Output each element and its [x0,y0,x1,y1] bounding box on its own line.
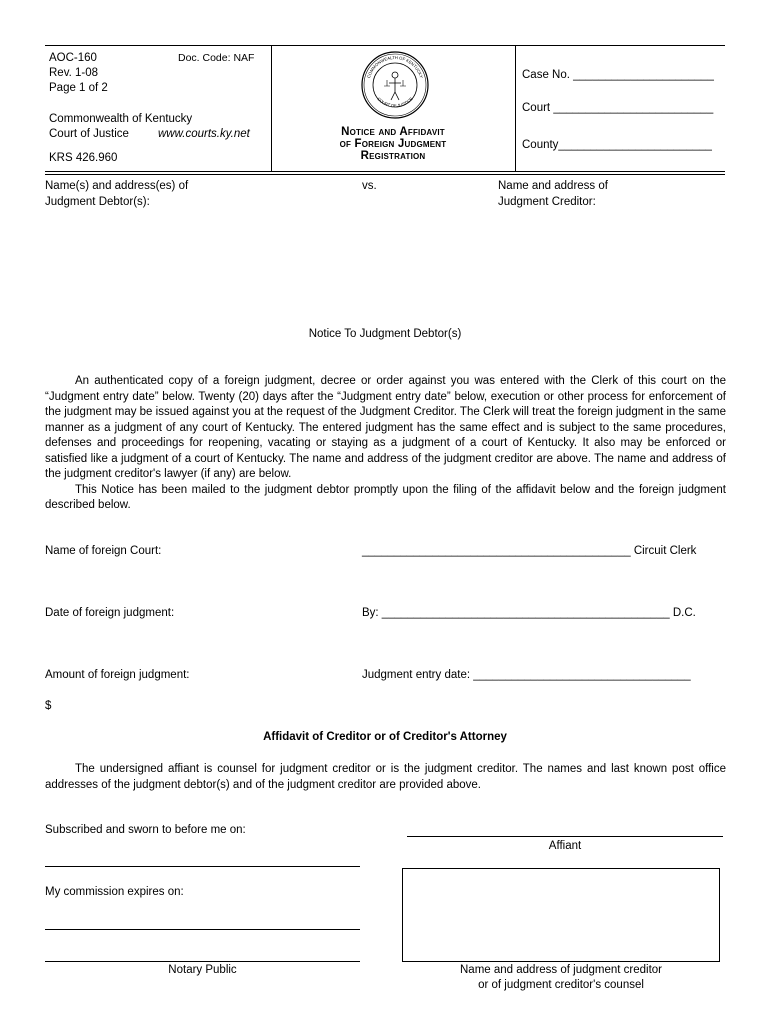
affiant-signature-line[interactable] [407,836,723,837]
judgment-entry-date-field[interactable]: Judgment entry date: __________________________________ [362,669,691,681]
notary-public-label: Notary Public [168,964,237,976]
svg-text:COURT OF JUSTICE [376,96,414,108]
address-box-caption-line-2: or of judgment creditor's counsel [478,979,644,991]
foreign-judgment-date-label: Date of foreign judgment: [45,607,175,619]
form-number: AOC-160 [49,52,97,64]
commission-date-line[interactable] [45,929,360,930]
affidavit-paragraph: The undersigned affiant is counsel for judgment creditor or is the judgment creditor. The names and last known post office addresses of the judgment debtor(s) and of the judgment creditor are provided above. [45,763,726,791]
debtor-label-line-1: Name(s) and address(es) of [45,180,189,192]
subscribed-label: Subscribed and sworn to before me on: [45,824,246,836]
county-field[interactable]: County________________________ [522,139,712,151]
creditor-label-line-1: Name and address of [498,180,608,192]
notice-heading: Notice To Judgment Debtor(s) [308,328,462,340]
case-number-field[interactable]: Case No. ______________________ [522,69,714,81]
doc-code: Doc. Code: NAF [178,52,255,64]
circuit-clerk-signature-line[interactable]: __________________________________________ Circuit Clerk [362,545,697,557]
creditor-address-box[interactable] [402,868,720,962]
page-number: Page 1 of 2 [49,82,108,94]
foreign-court-label: Name of foreign Court: [45,545,162,557]
affiant-label: Affiant [548,840,582,852]
seal-text-top: COMMONWEALTH OF KENTUCKY [366,54,424,79]
commonwealth-label: Commonwealth of Kentucky [49,113,193,125]
notice-paragraph-2: This Notice has been mailed to the judgment debtor promptly upon the filing of the affidavit below and the foreign judgment described below. [45,483,726,511]
creditor-label-line-2: Judgment Creditor: [498,196,596,208]
form-title-line-1: Notice and Affidavit [341,126,445,138]
affidavit-body [45,762,726,793]
court-field[interactable]: Court _________________________ [522,102,714,114]
revision: Rev. 1-08 [49,67,99,79]
statute: KRS 426.960 [49,152,118,164]
header-divider-right [515,45,516,171]
notary-signature-line[interactable] [45,961,360,962]
amount-dollar-sign: $ [45,700,52,712]
form-title-line-2: of Foreign Judgment [339,138,447,150]
header-bottom-rule-2 [45,174,725,175]
website: www.courts.ky.net [158,128,250,140]
header-divider-left [271,45,272,171]
header-bottom-rule-1 [45,171,725,172]
notice-body [45,374,726,514]
sworn-date-line[interactable] [45,866,360,867]
foreign-judgment-amount-label: Amount of foreign judgment: [45,669,190,681]
commission-expires-label: My commission expires on: [45,886,184,898]
form-title-line-3: Registration [360,150,426,162]
debtor-label-line-2: Judgment Debtor(s): [45,196,150,208]
affidavit-heading: Affidavit of Creditor or of Creditor's Attorney [263,731,507,743]
notice-paragraph-1: An authenticated copy of a foreign judgment, decree or order against you was entered with the Clerk of this court on the “Judgment entry date” below. Twenty (20) days after the “Judgment entry date” below, execution or other process for enforcement of the judgment may be issued against you at the request of the Judgment Creditor. The Clerk will treat the foreign judgment in the same manner as a judgment of any court of Kentucky. The entered judgment has the same effect and is subject to the same procedures, defenses and proceedings for reopening, vacating or staying as a judgment of a court of Kentucky. It also may be enforced or satisfied like a judgment of a court of Kentucky. The name and address of the judgment creditor are above. The name and address of the judgment creditor's lawyer (if any) are below. [45,375,726,480]
seal-text-bottom: COURT OF JUSTICE [376,96,414,109]
kentucky-seal-icon [360,50,430,120]
address-box-caption-line-1: Name and address of judgment creditor [460,964,662,976]
deputy-clerk-signature-line[interactable]: By: _____________________________________________ D.C. [362,607,696,619]
versus-label: vs. [362,180,377,192]
header-top-rule [45,45,725,46]
court-of-justice-label: Court of Justice [49,128,129,140]
